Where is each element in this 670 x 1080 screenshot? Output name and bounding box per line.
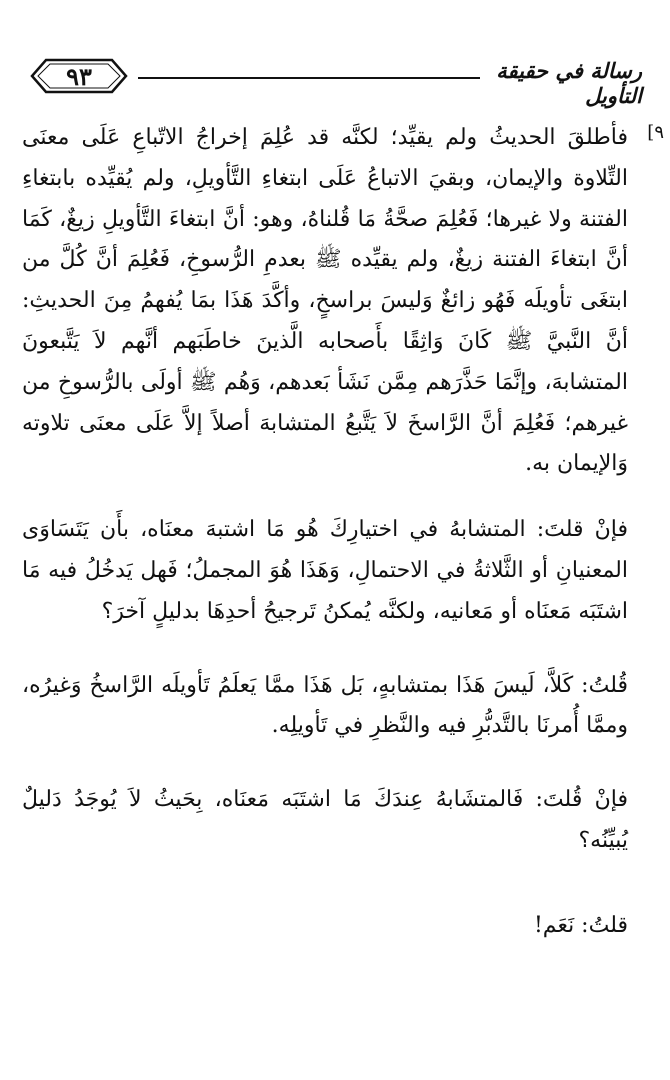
- running-title: رسالة في حقيقة التأويل: [496, 58, 642, 108]
- page-header: [28, 52, 642, 108]
- header-divider: [138, 77, 480, 79]
- paragraph-3: قُلتُ: كَلاَّ، لَيسَ هَذَا بمتشابهٍ، بَل هَذَا ممَّا يَعلَمُ تَأويلَه الرَّاسخُ وَغيرُه، وممَّا أُمرنَا بالتَّدبُّرِ فيه والنَّظرِ في تَأويلِه.: [22, 672, 628, 739]
- paragraph-5: قلتُ: نَعَم!: [533, 912, 628, 938]
- page-number: ٩٣: [66, 61, 92, 91]
- paragraph-1: فأطلقَ الحديثُ ولم يقيِّد؛ لكنَّه قد عُلِمَ إخراجُ الاتّباعِ عَلَى معنَى التِّلاوة والإيمان، وبقيَ الاتباعُ عَلَى ابتغاءِ التَّأويلِ، ولم يُقيِّده بابتغاءِ الفتنة ولا غيرها؛ فَعُلِمَ صحَّةُ مَا قُلناهُ، وهو: أنَّ ابتغاءَ التَّأويلِ زيغٌ، كَمَا أنَّ ابتغاءَ الفتنة زيغٌ، ولم يقيِّده ﷺ بعدمِ الرُّسوخِ، فَعُلِمَ أنَّ كُلَّ من ابتغَى تأويلَه فَهُو زائغٌ وَليسَ براسخٍ، وأكَّدَ هَذَا بمَا يُفهمُ مِنَ الحديثِ: أنَّ النَّبيَّ ﷺ كَانَ وَاثِقًا بأَصحابه الَّذينَ خاطَبَهم أنَّهم لاَ يَتَّبعونَ المتشابهَ، وإنَّمَا حَذَّرَهم مِمَّن نَشَأ بَعدهم، وَهُم ﷺ أولَى بالرُّسوخِ من غيرهم؛ فَعُلِمَ أنَّ الرَّاسخَ لاَ يَتَّبعُ المتشابهَ أصلاً إلاَّ عَلَى معنَى تلاوته وَالإيمان به.: [22, 125, 628, 477]
- page-body: [22, 118, 628, 947]
- paragraph-2: فإنْ قلتَ: المتشابهُ في اختيارِكَ هُو مَا اشتبهَ معنَاه، بأَن يَتَسَاوَى المعنيانِ أو الثَّلاثةُ في الاحتمالِ، وَهَذَا هُوَ المجملُ؛ فَهل يَدخُلُ فيه مَا اشتَبَه مَعنَاه أو مَعانيه، ولكنَّه يُمكنُ تَرجيحُ أحدِهَا بدليلٍ آخرَ؟: [22, 517, 628, 624]
- paragraph-4: فإنْ قُلتَ: فَالمتشَابهُ عِندَكَ مَا اشتَبَه مَعنَاه، بِحَيثُ لاَ يُوجَدُ دَليلٌ يُبيِّنُه؟: [22, 787, 628, 853]
- margin-note: ٩]: [647, 122, 664, 143]
- page-number-badge: [28, 56, 130, 96]
